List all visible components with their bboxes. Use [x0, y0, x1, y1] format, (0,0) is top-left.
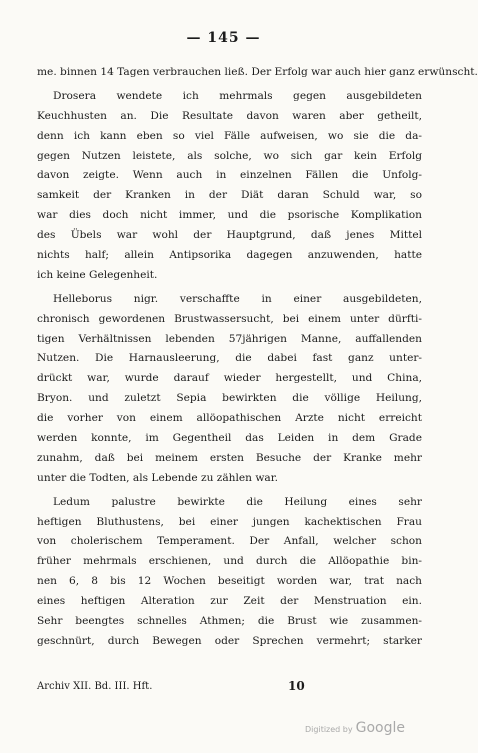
text-line: früher mehrmals erschienen, und durch die Allöopathie bin-: [37, 555, 422, 568]
page-footer: [37, 681, 422, 697]
text-line: war dies doch nicht immer, und die psorische Komplikation: [37, 209, 422, 222]
text-line: davon zeigte. Wenn auch in einzelnen Fällen die Unfolg-: [37, 169, 422, 182]
text-line: unter die Todten, als Lebende zu zählen war.: [37, 471, 278, 484]
text-line: des Übels war wohl der Hauptgrund, daß jenes Mittel: [37, 229, 422, 242]
page-number: — 145 —: [186, 30, 261, 46]
text-line: die vorher von einem allöopathischen Arzte nicht erreicht: [37, 412, 422, 425]
text-line: geschnürt, durch Bewegen oder Sprechen vermehrt; starker: [37, 634, 422, 647]
text-line: Helleborus nigr. verschaffte in einer ausgebildeten,: [53, 292, 422, 305]
text-line: nen 6, 8 bis 12 Wochen beseitigt worden war, trat nach: [37, 575, 422, 588]
text-line: werden konnte, im Gegentheil das Leiden in dem Grade: [37, 432, 422, 445]
text-line: nichts half; allein Antipsorika dagegen anzuwenden, hatte: [37, 249, 422, 262]
text-line: tigen Verhältnissen lebenden 57jährigen Manne, auffallenden: [37, 332, 422, 345]
watermark-prefix: Digitized by: [305, 725, 353, 734]
text-line: Bryon. und zuletzt Sepia bewirkten die völlige Heilung,: [37, 392, 422, 405]
text-line: Nutzen. Die Harnausleerung, die dabei fast ganz unter-: [37, 352, 422, 365]
text-line: Keuchhusten an. Die Resultate davon waren aber getheilt,: [37, 109, 422, 122]
text-line: drückt war, wurde darauf wieder hergestellt, und China,: [37, 372, 422, 385]
signature-mark: Archiv XII. Bd. III. Hft.: [37, 681, 153, 692]
text-line: ich keine Gelegenheit.: [37, 268, 158, 281]
watermark-brand: Google: [355, 720, 405, 736]
text-line: Ledum palustre bewirkte die Heilung eines sehr: [53, 495, 422, 508]
text-line: chronisch gewordenen Brustwassersucht, bei einem unter dürfti-: [37, 312, 422, 325]
text-line: samkeit der Kranken in der Diät daran Schuld war, so: [37, 189, 422, 202]
page-body: [37, 63, 478, 652]
text-line: gegen Nutzen leistete, als solche, wo sich gar kein Erfolg: [37, 149, 422, 162]
text-line: zunahm, daß bei meinem ersten Besuche der Kranke mehr: [37, 451, 422, 464]
folio-number: 10: [288, 679, 305, 693]
text-line: eines heftigen Alteration zur Zeit der Menstruation ein.: [37, 595, 422, 608]
text-line: von cholerischem Temperament. Der Anfall, welcher schon: [37, 535, 422, 548]
text-line: denn ich kann eben so viel Fälle aufweisen, wo sie die da-: [37, 129, 422, 142]
text-line: me. binnen 14 Tagen verbrauchen ließ. Der Erfolg war auch hier ganz erwünscht.: [37, 66, 478, 78]
text-line: heftigen Bluthustens, bei einer jungen kachektischen Frau: [37, 515, 422, 528]
digitization-watermark: [305, 720, 405, 736]
text-line: Sehr beengtes schnelles Athmen; die Brust wie zusammen-: [37, 615, 422, 628]
text-line: Drosera wendete ich mehrmals gegen ausgebildeten: [53, 89, 422, 102]
